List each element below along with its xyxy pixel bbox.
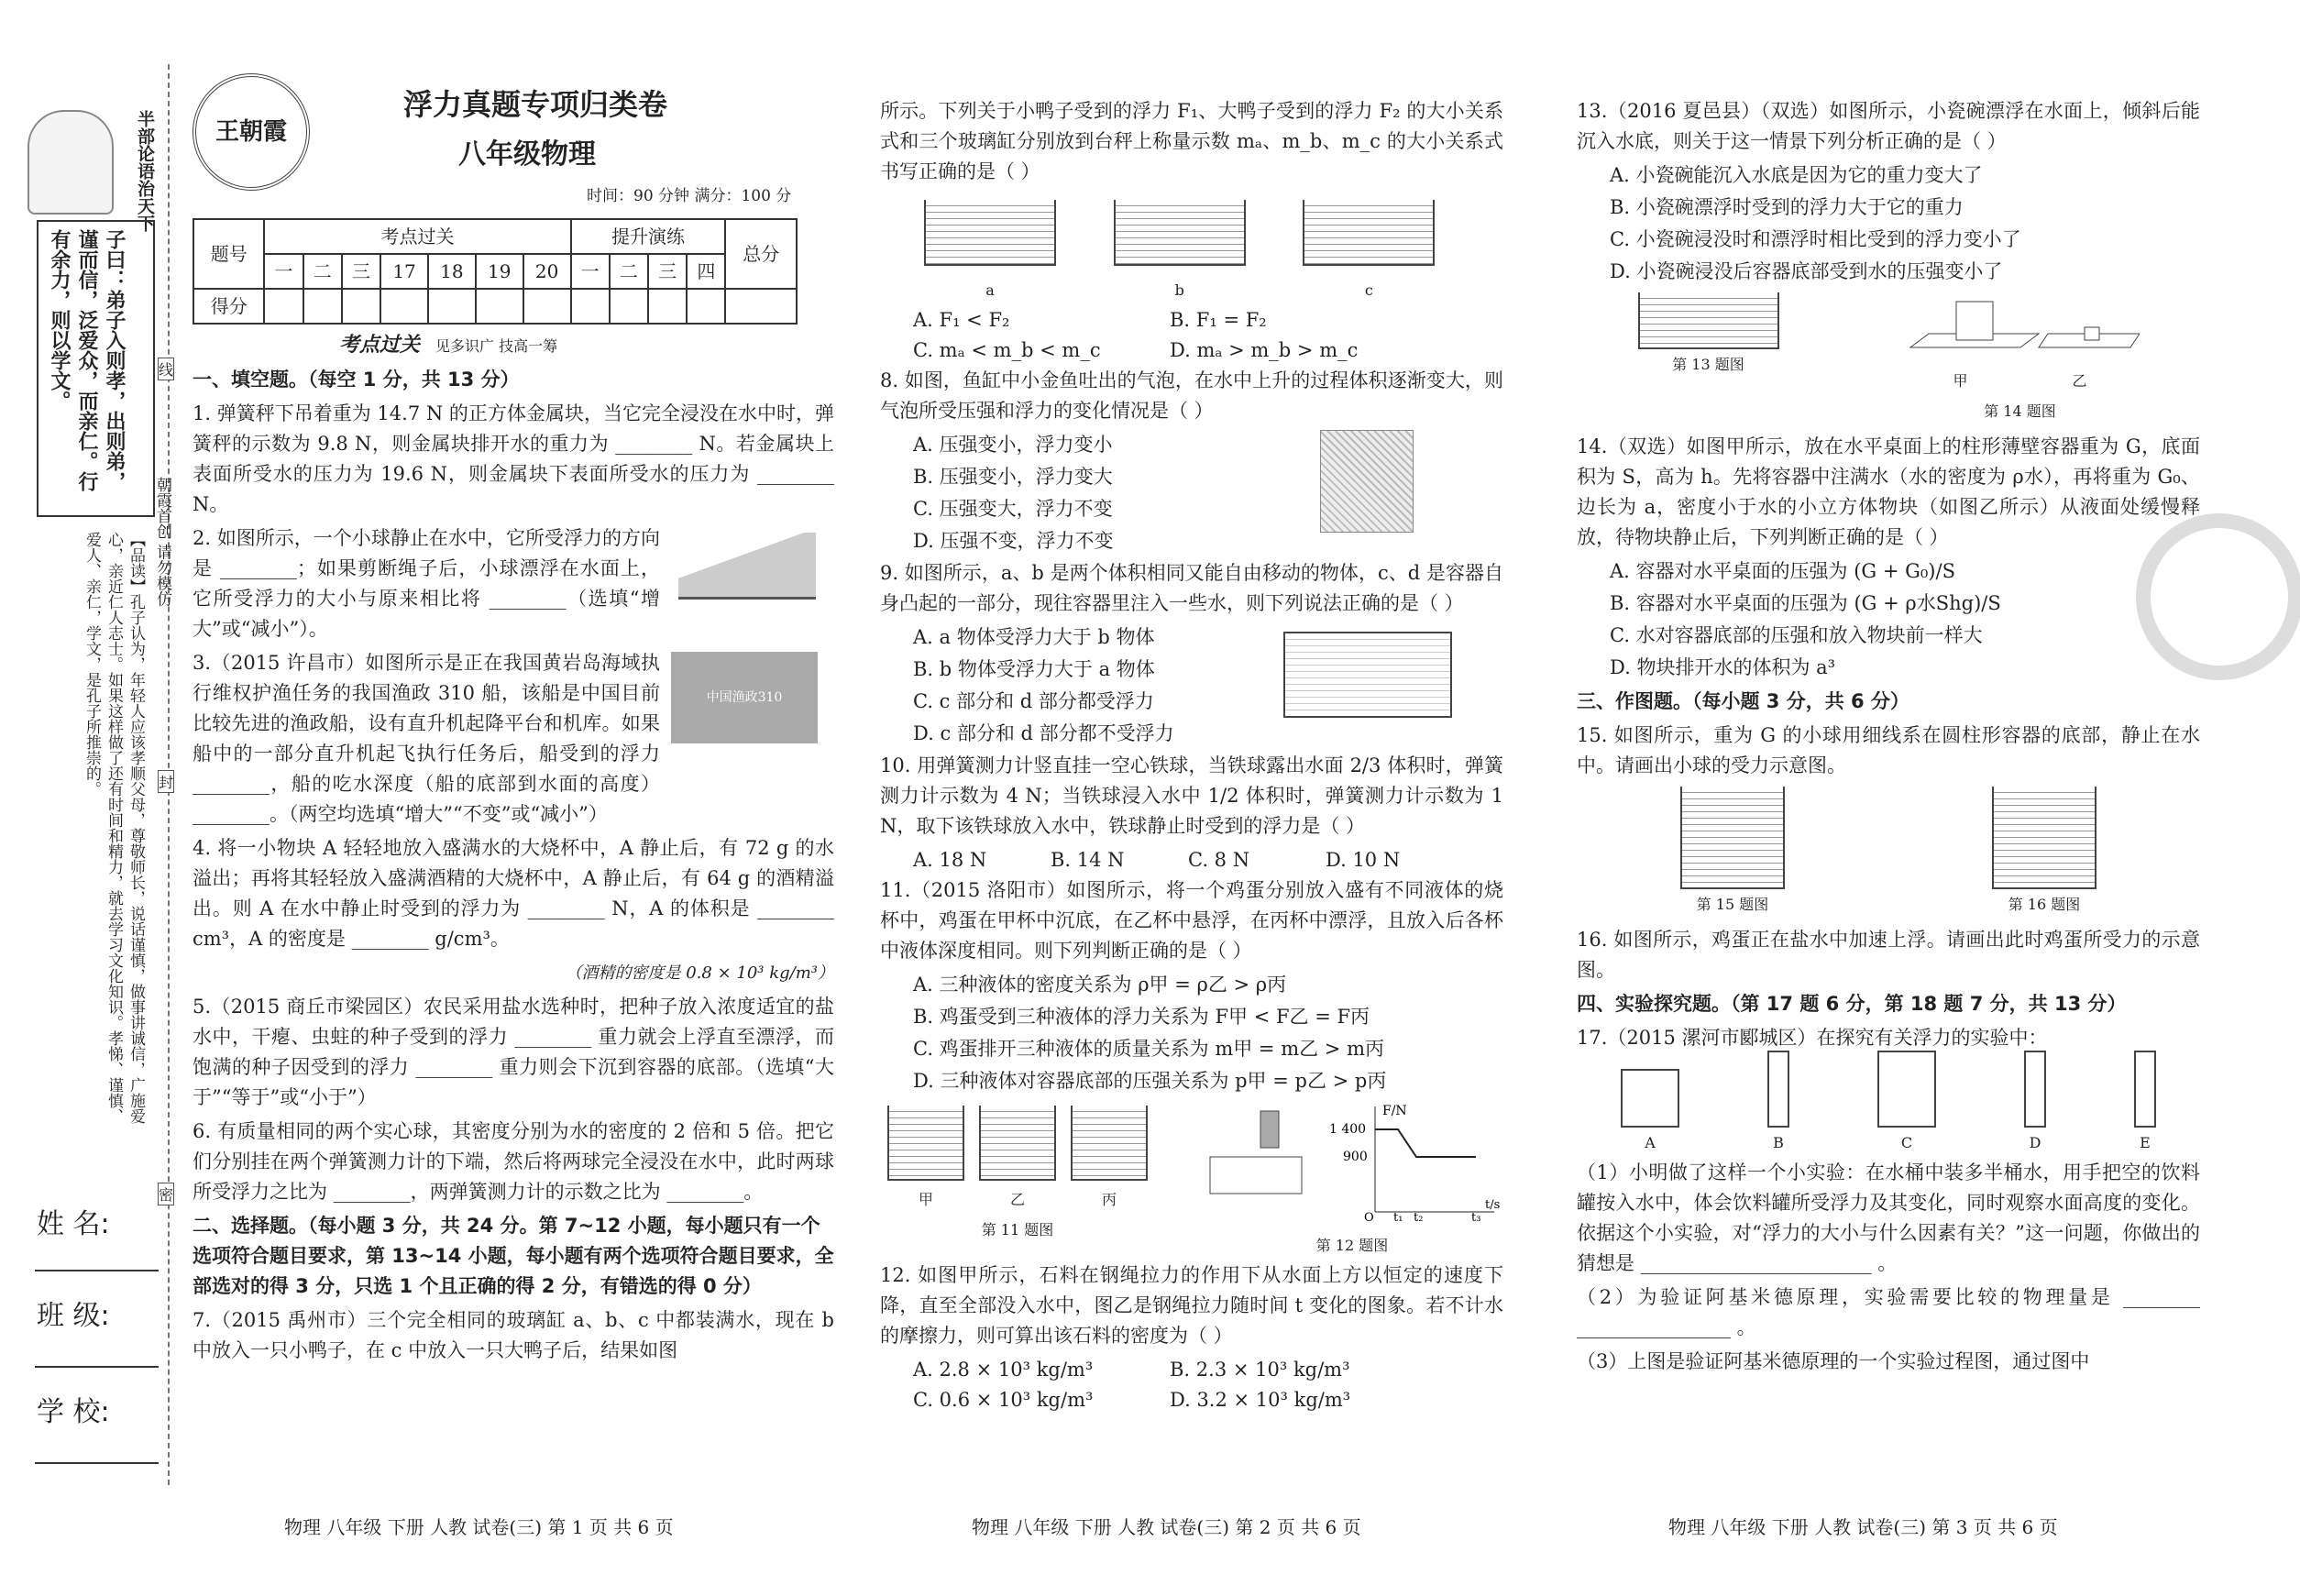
fig14-label-jia: 甲 — [1953, 372, 1968, 390]
q10-option-d[interactable]: D. 10 N — [1326, 849, 1401, 871]
class-label: 班 级: — [37, 1300, 110, 1332]
question-11: 11.（2015 洛阳市）如图所示，将一个鸡蛋分别放入盛有不同液体的烧杯中，鸡蛋在甲杯中沉底，在乙杯中悬浮，在丙杯中漂浮，且放入后各杯中液体深度相同。则下列判断正确的是（ ） — [880, 879, 1503, 962]
question-17: 17.（2015 漯河市郾城区）在探究有关浮力的实验中： — [1577, 1027, 2048, 1049]
question-14: 14.（双选）如图甲所示，放在水平桌面上的柱形薄壁容器重为 G，底面积为 S，高为 h。先将容器中注满水（水的密度为 ρ水），再将重为 G₀、边长为 a，密度小于水的小立方体物块（如图乙所示）从液面处缓慢释放，待物块静止后，下列判断正确的是（ ） — [1577, 435, 2200, 548]
question-1: 1. 弹簧秤下吊着重为 14.7 N 的正方体金属块，当它完全浸没在水中时，弹簧秤的示数为 9.8 N，则金属块排开水的重力为 ________ N。若金属块上表面所受水的压力为 19.6 N，则金属块下表面所受水的压力为 ________ N。 — [193, 402, 834, 515]
group-kaodian: 考点过关 — [264, 219, 570, 254]
figure-16 — [1992, 787, 2096, 919]
q9-option-b[interactable]: B. b 物体受浮力大于 a 物体 — [913, 658, 1155, 680]
col-t-er: 二 — [610, 254, 648, 289]
beaker-yi-label: 乙 — [1009, 1191, 1025, 1208]
fig14-cube — [2085, 327, 2099, 340]
class-field[interactable] — [35, 1366, 159, 1368]
section-3-title: 三、作图题。（每小题 3 分，共 6 分） — [1577, 690, 1909, 712]
figure-15-container — [1680, 787, 1785, 889]
score-cell[interactable] — [264, 289, 303, 324]
question-4: 4. 将一小物块 A 轻轻地放入盛满水的大烧杯中，A 静止后，有 72 g 的水溢出；再将其轻轻放入盛满酒精的大烧杯中，A 静止后，有 64 g 的酒精溢出。则 A 在水中静止时受到的浮力为 ________ N，A 的体积是 ________ cm³，A 的密度是 ________ g/cm³。 — [193, 837, 834, 950]
motto: 半部论语治天下 — [135, 110, 155, 232]
q8-option-c[interactable]: C. 压强变大，浮力不变 — [913, 498, 1113, 520]
side-text: 朝霞首创 请勿模仿 — [153, 477, 171, 607]
q13-option-b[interactable]: B. 小瓷碗漂浮时受到的浮力大于它的重力 — [1610, 196, 1964, 218]
figure-15-caption: 第 15 题图 — [1696, 896, 1769, 913]
score-cell[interactable] — [687, 289, 725, 324]
q9-option-a[interactable]: A. a 物体受浮力大于 b 物体 — [913, 626, 1155, 648]
q9-option-d[interactable]: D. c 部分和 d 部分都不受浮力 — [913, 722, 1174, 744]
question-13: 13.（2016 夏邑县）（双选）如图所示，小瓷碗漂浮在水面上，倾斜后能沉入水底，则关于这一情景下列分析正确的是（ ） — [1577, 100, 2200, 152]
row-label-defen: 得分 — [193, 289, 264, 324]
mark-xian: 线 — [158, 358, 174, 380]
q14-option-c[interactable]: C. 水对容器底部的压强和放入物块前一样大 — [1610, 624, 1983, 646]
figure-3-ship: 中国渔政310 — [671, 652, 818, 743]
col-17: 17 — [380, 254, 428, 289]
score-cell[interactable] — [610, 289, 648, 324]
time-info: 时间：90 分钟 满分：100 分 — [587, 187, 792, 205]
footer-page-1: 物理 八年级 下册 人教 试卷(三) 第 1 页 共 6 页 — [284, 1516, 674, 1538]
fig14-label-yi: 乙 — [2072, 372, 2087, 390]
fig17-d-setup — [2024, 1051, 2046, 1128]
q11-option-b[interactable]: B. 鸡蛋受到三种液体的浮力关系为 F甲 < F乙 = F丙 — [913, 1006, 1370, 1028]
banner-sub: 见多识广 技高一筹 — [435, 337, 558, 355]
figure-17 — [1577, 1057, 2200, 1158]
question-7-cont: 所示。下列关于小鸭子受到的浮力 F₁、大鸭子受到的浮力 F₂ 的大小关系式和三个玻璃缸分别放到台秤上称量示数 mₐ、m_b、m_c 的大小关系式书写正确的是（ ） — [880, 100, 1503, 182]
q7-option-b[interactable]: B. F₁ = F₂ — [1170, 309, 1267, 331]
column-1 — [193, 73, 834, 1370]
score-cell[interactable] — [380, 289, 428, 324]
score-cell[interactable] — [648, 289, 687, 324]
quote-box — [37, 220, 155, 517]
q12-option-a[interactable]: A. 2.8 × 10³ kg/m³ — [913, 1359, 1094, 1381]
q7-option-d[interactable]: D. mₐ > m_b > m_c — [1170, 339, 1359, 361]
fig17-c-setup — [1877, 1051, 1936, 1128]
tank-a — [924, 200, 1056, 266]
fig12-t3: t₃ — [1471, 1211, 1481, 1221]
seal-watermark — [2136, 513, 2300, 680]
q7-option-c[interactable]: C. mₐ < m_b < m_c — [913, 339, 1101, 361]
question-9: 9. 如图所示，a、b 是两个体积相同又能自由移动的物体，c、d 是容器自身凸起的一部分，现往容器里注入一些水，则下列说法正确的是（ ） — [880, 562, 1503, 614]
score-table — [193, 218, 798, 325]
fig17-label-d: D — [2029, 1134, 2041, 1151]
col-18: 18 — [428, 254, 476, 289]
figure-12-graph — [1201, 1102, 1503, 1221]
logo: 王朝霞 — [193, 73, 310, 191]
question-16: 16. 如图所示，鸡蛋正在盐水中加速上浮。请画出此时鸡蛋所受力的示意图。 — [1577, 929, 2200, 981]
q14-option-b[interactable]: B. 容器对水平桌面的压强为 (G + ρ水Shg)/S — [1610, 592, 2001, 614]
figure-13-bowl-tank — [1638, 292, 1779, 349]
figure-15 — [1680, 787, 1785, 919]
figure-8-fish-tank — [1320, 430, 1414, 533]
q8-option-d[interactable]: D. 压强不变，浮力不变 — [913, 530, 1114, 552]
section-banner — [339, 330, 834, 361]
q10-option-b[interactable]: B. 14 N — [1051, 849, 1125, 871]
col-t-si: 四 — [687, 254, 725, 289]
question-3: 3.（2015 许昌市）如图所示是正在我国黄岩岛海域执行维权护渔任务的我国渔政 310 船，该船是中国目前比较先进的渔政船，设有直升机起降平台和机库。如果船中的一部分直升机起飞执行任务后，船受到的浮力 ________，船的吃水深度（船的底部到水面的高度）________。（两空均选填“增大”“不变”或“减小”） — [193, 652, 660, 825]
reading-text: 【品读】孔子认为，年轻人应该孝顺父母，尊敬师长，说话谨慎，做事讲诚信，广施爱心，亲近仁人志士。如果这样做了还有时间和精力，就去学习文化知识。孝悌、谨慎、爱人、亲仁，学文，是孔子所推崇的。 — [83, 532, 145, 1124]
figure-11 — [880, 1102, 1155, 1260]
q11-option-c[interactable]: C. 鸡蛋排开三种液体的质量关系为 m甲 = m乙 > m丙 — [913, 1038, 1384, 1060]
col-san: 三 — [342, 254, 380, 289]
school-label: 学 校: — [37, 1396, 110, 1428]
figure-14-caption: 第 14 题图 — [1984, 402, 2056, 420]
fig17-label-e: E — [2140, 1134, 2151, 1151]
footer-page-2: 物理 八年级 下册 人教 试卷(三) 第 2 页 共 6 页 — [972, 1516, 1361, 1538]
q14-option-d[interactable]: D. 物块排开水的体积为 a³ — [1610, 656, 1836, 678]
q9-option-c[interactable]: C. c 部分和 d 部分都受浮力 — [913, 690, 1154, 712]
score-cell[interactable] — [342, 289, 380, 324]
q13-option-a[interactable]: A. 小瓷碗能沉入水底是因为它的重力变大了 — [1610, 164, 1983, 186]
column-2 — [880, 96, 1503, 1415]
fig17-b-setup — [1767, 1051, 1789, 1128]
score-cell[interactable] — [476, 289, 523, 324]
name-field[interactable] — [35, 1270, 159, 1271]
figure-13-caption: 第 13 题图 — [1672, 356, 1744, 373]
page-title: 浮力真题专项归类卷 — [403, 87, 668, 122]
beaker-yi — [979, 1106, 1056, 1181]
school-field[interactable] — [35, 1462, 159, 1464]
question-8: 8. 如图，鱼缸中小金鱼吐出的气泡，在水中上升的过程体积逐渐变大，则气泡所受压强和浮力的变化情况是（ ） — [880, 369, 1503, 422]
question-6: 6. 有质量相同的两个实心球，其密度分别为水的密度的 2 倍和 5 倍。把它们分别挂在两个弹簧测力计的下端，然后将两球完全浸没在水中，此时两球所受浮力之比为 ________，两弹簧测力计的示数之比为 ________。 — [193, 1120, 834, 1203]
figure-7 — [898, 191, 1503, 305]
mark-feng: 封 — [158, 770, 174, 793]
q7-option-a[interactable]: A. F₁ < F₂ — [913, 309, 1010, 331]
fig14-container — [1956, 302, 1993, 340]
q12-option-d[interactable]: D. 3.2 × 10³ kg/m³ — [1170, 1389, 1351, 1411]
question-17-2: （2）为验证阿基米德原理，实验需要比较的物理量是 ________ ________________ 。 — [1577, 1286, 2200, 1338]
score-cell[interactable] — [303, 289, 342, 324]
figure-12-caption: 第 12 题图 — [1315, 1237, 1389, 1254]
figure-12 — [1201, 1102, 1503, 1260]
score-cell[interactable] — [523, 289, 571, 324]
cartoon-figure — [28, 110, 114, 215]
q12-option-c[interactable]: C. 0.6 × 10³ kg/m³ — [913, 1389, 1094, 1411]
fig12-tick-900: 900 — [1343, 1150, 1368, 1164]
header — [193, 73, 834, 211]
figure-2-ball-in-water — [678, 533, 816, 600]
group-tisheng: 提升演练 — [571, 219, 726, 254]
section-4-title: 四、实验探究题。（第 17 题 6 分，第 18 题 7 分，共 13 分） — [1577, 993, 2127, 1015]
q14-option-a[interactable]: A. 容器对水平桌面的压强为 (G + G₀)/S — [1610, 560, 1955, 582]
footer-page-3: 物理 八年级 下册 人教 试卷(三) 第 3 页 共 6 页 — [1668, 1516, 2058, 1538]
col-er: 二 — [303, 254, 342, 289]
section-2-title: 二、选择题。（每小题 3 分，共 24 分。第 7~12 小题，每小题只有一个选项符合题目要求，第 13~14 小题，每小题有两个选项符合题目要求，全部选对的得 3 分，只选 1 个且正确的得 2 分，有错选的得 0 分） — [193, 1215, 834, 1297]
question-15: 15. 如图所示，重为 G 的小球用细线系在圆柱形容器的底部，静止在水中。请画出小球的受力示意图。 — [1577, 724, 2200, 776]
col-yi: 一 — [264, 254, 303, 289]
beaker-jia — [887, 1106, 964, 1181]
score-cell[interactable] — [428, 289, 476, 324]
q10-option-c[interactable]: C. 8 N — [1188, 849, 1250, 871]
score-cell[interactable] — [571, 289, 610, 324]
score-cell[interactable] — [725, 289, 797, 324]
tank-b — [1114, 200, 1246, 266]
fig12-ylabel: F/N — [1382, 1104, 1407, 1118]
figure-13 — [1638, 292, 1779, 426]
figure-14 — [1901, 292, 2140, 426]
fig12-t1: t₁ — [1393, 1211, 1403, 1221]
figure-16-container — [1992, 787, 2096, 889]
q12-option-b[interactable]: B. 2.3 × 10³ kg/m³ — [1170, 1359, 1350, 1381]
figure-11-caption: 第 11 题图 — [981, 1221, 1054, 1238]
beaker-bing — [1071, 1106, 1148, 1181]
fig12-stone — [1260, 1111, 1279, 1148]
total-label: 总分 — [725, 219, 797, 289]
fig12-origin: O — [1364, 1211, 1374, 1221]
q13-option-c[interactable]: C. 小瓷碗浸没时和漂浮时相比受到的浮力变小了 — [1610, 228, 2021, 250]
question-17-3: （3）上图是验证阿基米德原理的一个实验过程图，通过图中 — [1577, 1350, 2090, 1372]
question-12: 12. 如图甲所示，石料在钢绳拉力的作用下从水面上方以恒定的速度下降，直至全部没入水中，图乙是钢绳拉力随时间 t 变化的图象。若不计水的摩擦力，则可算出该石料的密度为（ ） — [880, 1264, 1503, 1347]
question-5: 5.（2015 商丘市梁园区）农民采用盐水选种时，把种子放入浓度适宜的盐水中，干瘪、虫蛀的种子受到的浮力 ________ 重力就会上浮直至漂浮，而饱满的种子因受到的浮力 ________ 重力则会下沉到容器的底部。（选填“大于”“等于”或“小于”） — [193, 996, 834, 1108]
beaker-bing-label: 丙 — [1101, 1191, 1117, 1208]
fig17-label-b: B — [1773, 1134, 1784, 1151]
q10-option-a[interactable]: A. 18 N — [913, 849, 987, 871]
question-10: 10. 用弹簧测力计竖直挂一空心铁球，当铁球露出水面 2/3 体积时，弹簧测力计示数为 4 N；当铁球浸入水中 1/2 体积时，弹簧测力计示数为 1 N，取下该铁球放入水中，铁球静止时受到的浮力是（ ） — [880, 754, 1503, 837]
fig17-label-c: C — [1900, 1134, 1913, 1151]
fig12-water — [1210, 1157, 1302, 1194]
fig17-e-setup — [2134, 1051, 2156, 1128]
row-label-tihao: 题号 — [193, 219, 264, 289]
tank-c-label: c — [1364, 281, 1373, 299]
question-17-1: （1）小明做了这样一个小实验：在水桶中装多半桶水，用手把空的饮料罐按入水中，体会饮料罐所受浮力及其变化，同时观察水面高度的变化。依据这个小实验，对“浮力的大小与什么因素有关？”这一问题，你做出的猜想是 ________________________ 。 — [1577, 1161, 2200, 1274]
question-2: 2. 如图所示，一个小球静止在水中，它所受浮力的方向是 ________；如果剪断绳子后，小球漂浮在水面上，它所受浮力的大小与原来相比将 ________（选填“增大”或“减小”）。 — [193, 527, 660, 640]
q8-option-a[interactable]: A. 压强变小，浮力变小 — [913, 434, 1113, 456]
banner-title: 考点过关 — [339, 333, 421, 357]
fig12-tick-1400: 1 400 — [1329, 1122, 1367, 1137]
col-19: 19 — [476, 254, 523, 289]
question-4-note: （酒精的密度是 0.8 × 10³ kg/m³） — [565, 963, 834, 983]
quote-text: 子曰：弟子入则孝，出则弟，谨而信，泛爱众，而亲仁。行有余力，则以学文。 — [48, 229, 127, 491]
q11-option-a[interactable]: A. 三种液体的密度关系为 ρ甲 = ρ乙 > ρ丙 — [913, 974, 1287, 996]
col-t-yi: 一 — [571, 254, 610, 289]
q11-option-d[interactable]: D. 三种液体对容器底部的压强关系为 p甲 = p乙 > p丙 — [913, 1070, 1387, 1092]
figure-14-drawing — [1901, 292, 2140, 357]
col-t-san: 三 — [648, 254, 687, 289]
section-1-title: 一、填空题。（每空 1 分，共 13 分） — [193, 369, 520, 391]
mark-mi: 密 — [158, 1183, 174, 1205]
beaker-jia-label: 甲 — [918, 1191, 933, 1208]
page-subtitle: 八年级物理 — [458, 138, 596, 171]
fig12-t2: t₂ — [1414, 1211, 1424, 1221]
fig17-a-setup — [1621, 1069, 1679, 1128]
tank-c — [1303, 200, 1435, 266]
column-3 — [1577, 96, 2200, 1381]
figure-9-container — [1283, 632, 1452, 718]
question-7: 7.（2015 禹州市）三个完全相同的玻璃缸 a、b、c 中都装满水，现在 b 中放入一只小鸭子，在 c 中放入一只大鸭子后，结果如图 — [193, 1309, 834, 1361]
q8-option-b[interactable]: B. 压强变小，浮力变大 — [913, 466, 1113, 488]
name-label: 姓 名: — [37, 1208, 110, 1240]
fig12-xlabel: t/s — [1485, 1198, 1501, 1212]
fig17-label-a: A — [1645, 1134, 1656, 1151]
tank-b-label: b — [1174, 281, 1184, 299]
figure-16-caption: 第 16 题图 — [2008, 896, 2081, 913]
col-20: 20 — [523, 254, 571, 289]
tank-a-label: a — [985, 281, 995, 299]
q13-option-d[interactable]: D. 小瓷碗浸没后容器底部受到水的压强变小了 — [1610, 260, 2003, 282]
fig12-line — [1375, 1129, 1476, 1157]
